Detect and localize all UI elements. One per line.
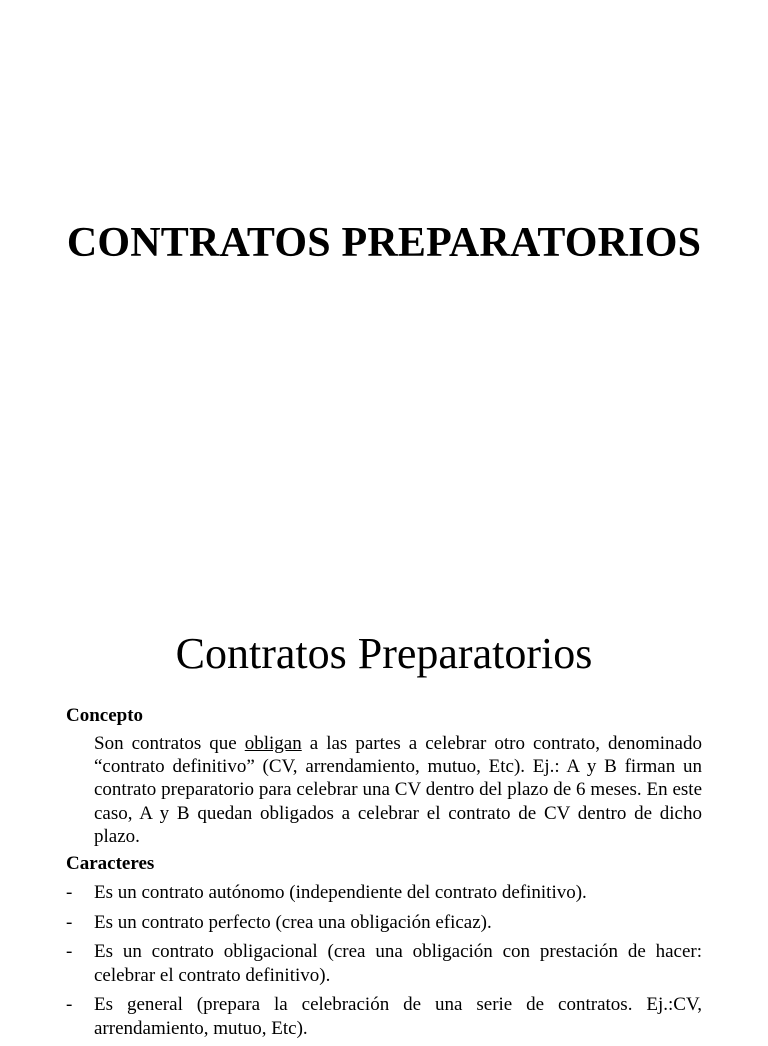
caracteres-heading: Caracteres [66, 853, 155, 874]
concepto-paragraph [94, 732, 702, 848]
caracteres-list [66, 881, 702, 1046]
list-item-text: Es general (prepara la celebración de una serie de contratos. Ej.:CV, arrendamiento, mutuo, Etc). [94, 994, 702, 1039]
list-item-text: Es un contrato autónomo (independiente del contrato definitivo). [94, 882, 587, 903]
bullet-dash: - [66, 882, 73, 903]
list-item [66, 911, 702, 934]
list-item-text: Es un contrato obligacional (crea una obligación con prestación de hacer: celebrar el contrato definitivo). [94, 941, 702, 986]
content-slide [0, 600, 768, 1039]
concepto-heading: Concepto [66, 705, 144, 726]
list-item-text: Es un contrato perfecto (crea una obligación eficaz). [94, 911, 492, 933]
title-slide [0, 0, 768, 500]
slide-title: Contratos Preparatorios [175, 629, 593, 678]
bullet-dash: - [66, 941, 73, 963]
list-item [66, 881, 702, 904]
list-item [66, 993, 702, 1039]
bullet-dash: - [66, 911, 73, 933]
page-title: CONTRATOS PREPARATORIOS [66, 220, 702, 266]
list-item [66, 940, 702, 986]
concepto-text-rest: a las partes a celebrar otro contrato, denominado “contrato definitivo” (CV, arrendamiento, mutuo, Etc). Ej.: A y B firman un contrato preparatorio para celebrar una CV dentro del plazo de 6 meses. En este caso, A y B quedan obligados a celebrar el contrato de CV dentro de dicho plazo. [94, 733, 702, 847]
bullet-dash: - [66, 994, 73, 1016]
concepto-text-start: Son contratos que [94, 733, 245, 754]
concepto-underlined-word: obligan [244, 733, 302, 754]
